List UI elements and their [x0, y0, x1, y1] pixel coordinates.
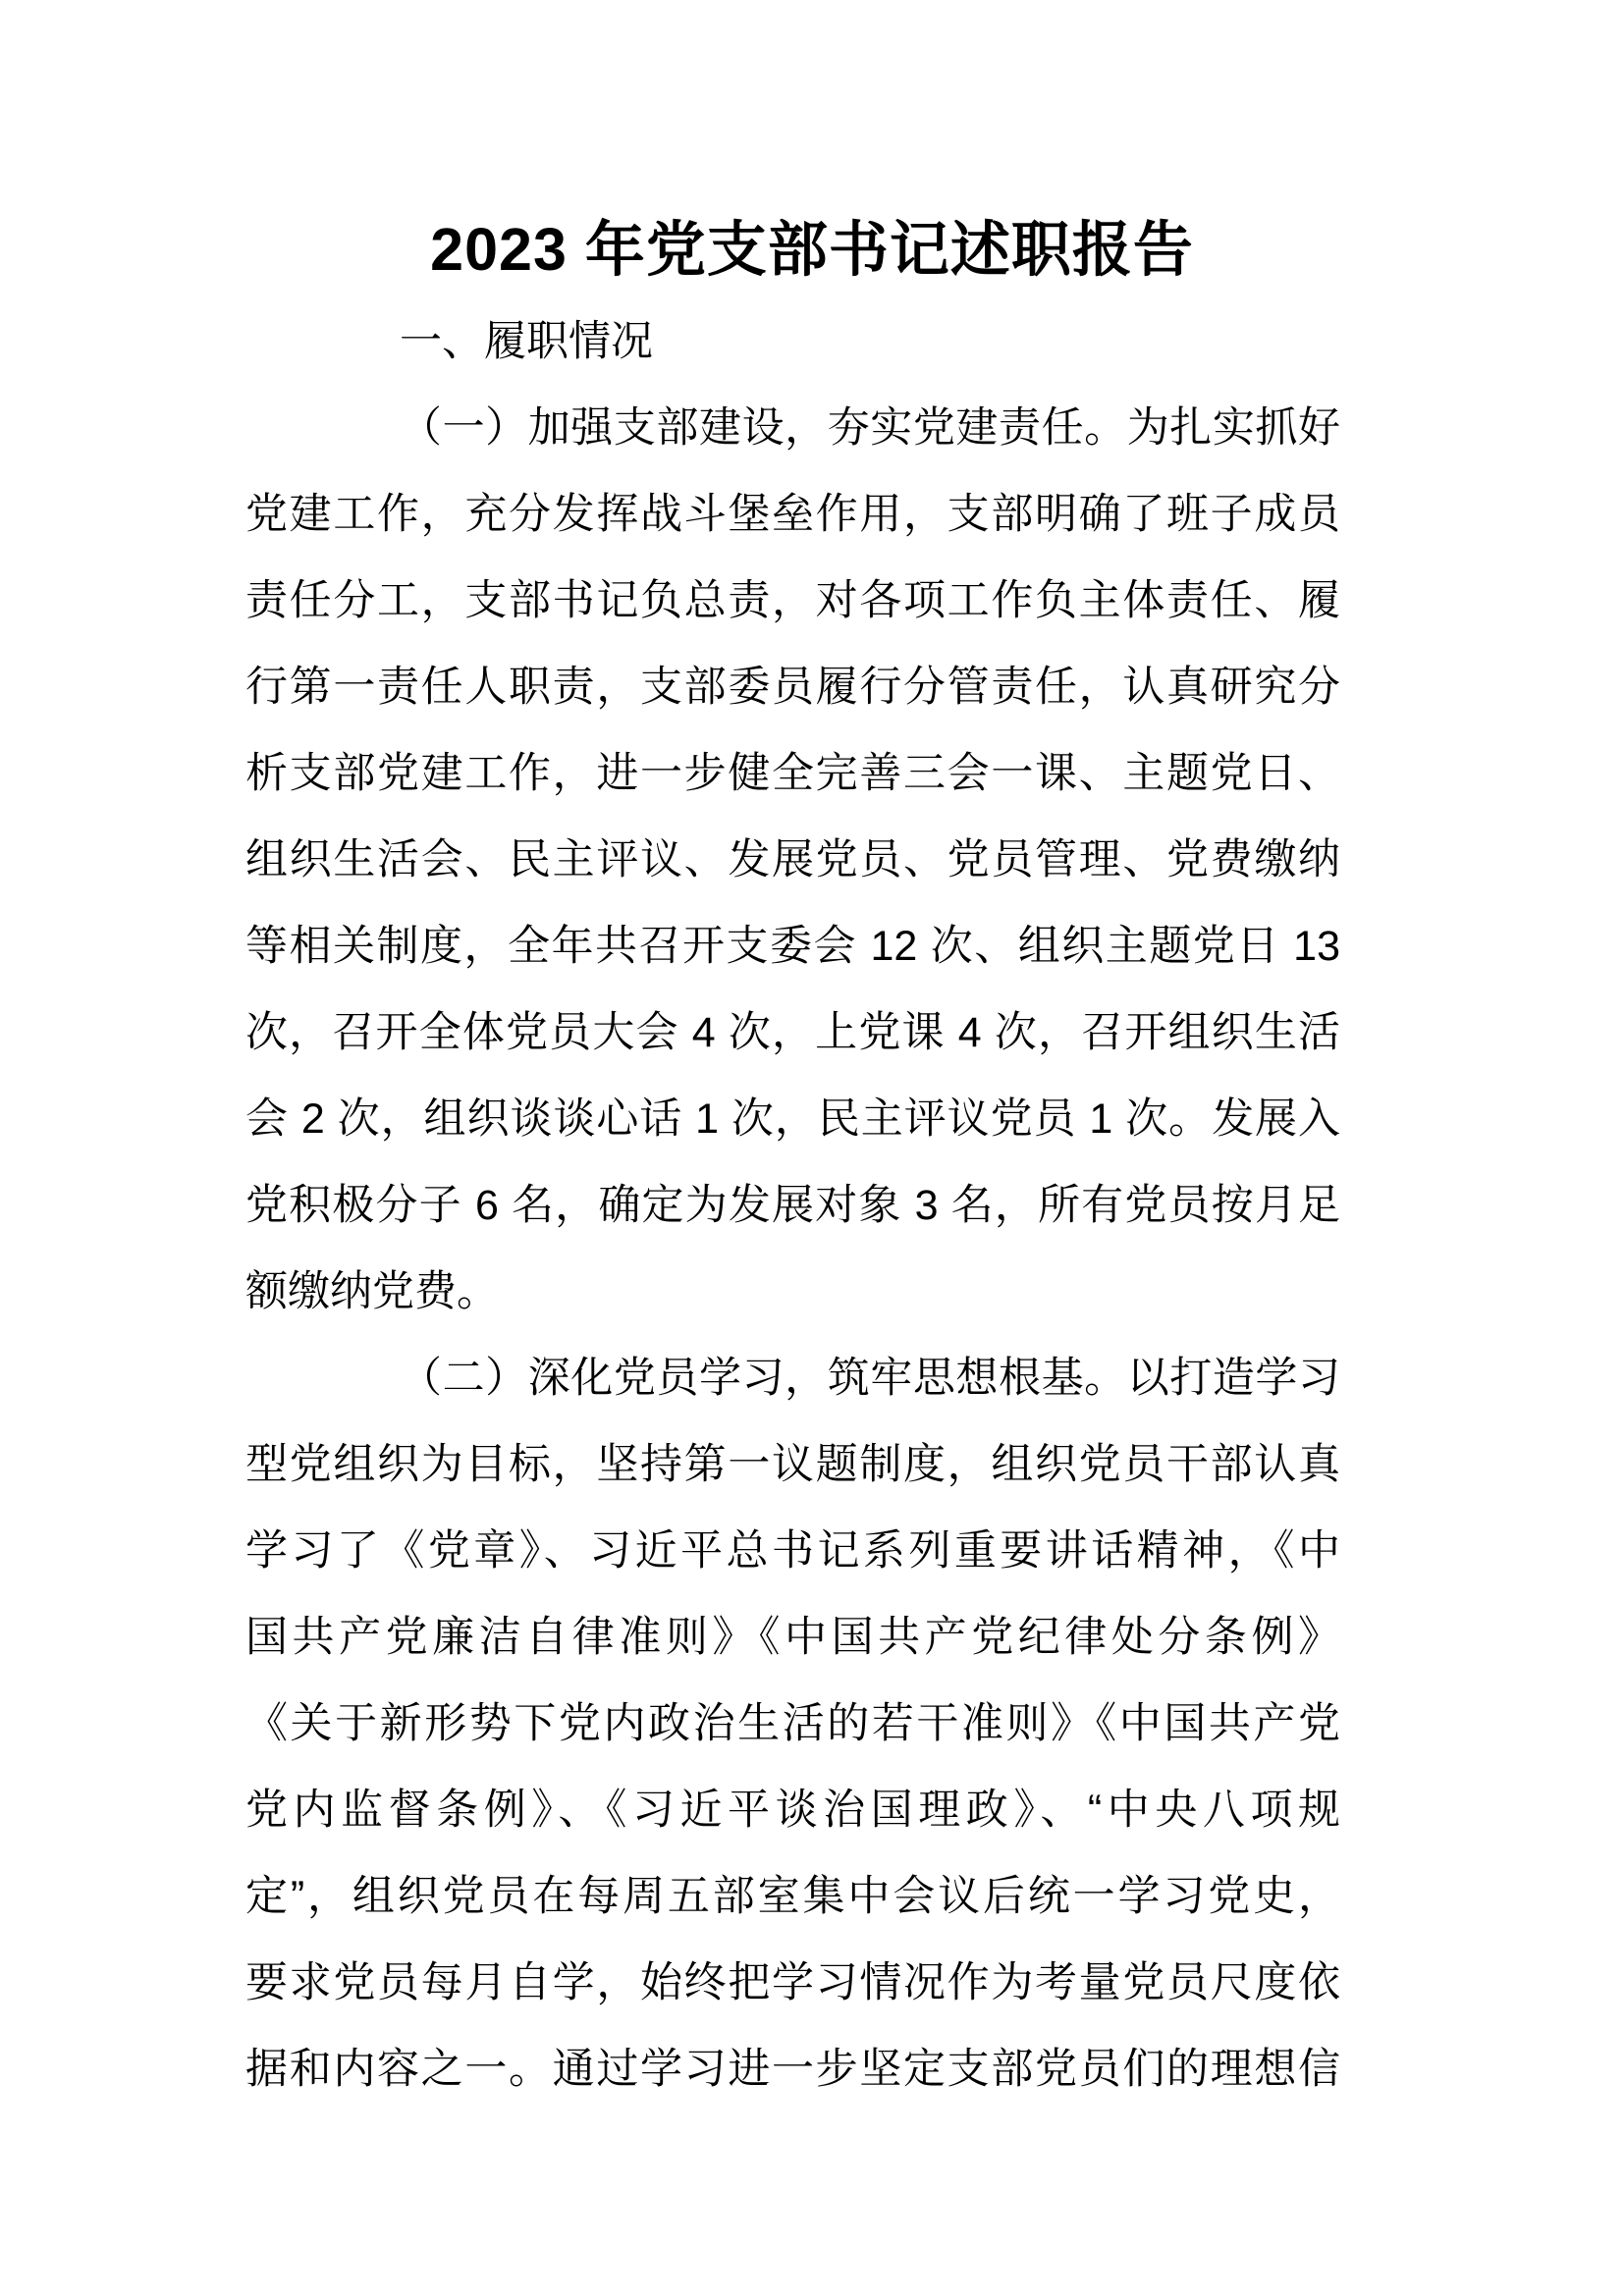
- body-line: 析支部党建工作，进一步健全完善三会一课、主题党日、: [245, 750, 1340, 797]
- body-line: 型党组织为目标，坚持第一议题制度，组织党员干部认真: [245, 1441, 1340, 1488]
- body-line: 据和内容之一。通过学习进一步坚定支部党员们的理想信: [245, 2046, 1340, 2093]
- body-line: 责任分工，支部书记负总责，对各项工作负主体责任、履: [245, 577, 1340, 624]
- paragraph-1: [245, 385, 1340, 1335]
- page-title: 2023 年党支部书记述职报告: [430, 216, 1194, 283]
- paragraph-2: [245, 1335, 1340, 2112]
- body-line: （一）加强支部建设，夯实党建责任。为扎实抓好: [400, 404, 1340, 452]
- body-line: 会 2 次，组织谈谈心话 1 次，民主评议党员 1 次。发展入: [245, 1095, 1340, 1143]
- body-line: 定”，组织党员在每周五部室集中会议后统一学习党史，: [245, 1873, 1340, 1920]
- body-line: 《关于新形势下党内政治生活的若干准则》《中国共产党: [245, 1700, 1340, 1747]
- body-line: 党建工作，充分发挥战斗堡垒作用，支部明确了班子成员: [245, 491, 1340, 538]
- body-line: 组织生活会、民主评议、发展党员、党员管理、党费缴纳: [245, 836, 1340, 883]
- body-line: 次，召开全体党员大会 4 次，上党课 4 次，召开组织生活: [245, 1009, 1340, 1056]
- body-line: 党内监督条例》、《习近平谈治国理政》、“中央八项规: [245, 1787, 1340, 1834]
- body-line: 要求党员每月自学，始终把学习情况作为考量党员尺度依: [245, 1959, 1340, 2006]
- document-body: [245, 385, 1340, 2112]
- body-line: （二）深化党员学习，筑牢思想根基。以打造学习: [400, 1355, 1340, 1402]
- body-line: 等相关制度，全年共召开支委会 12 次、组织主题党日 13: [245, 923, 1340, 970]
- body-line: 额缴纳党费。: [245, 1268, 499, 1315]
- body-line: 行第一责任人职责，支部委员履行分管责任，认真研究分: [245, 664, 1340, 711]
- section-heading: 一、履职情况: [400, 318, 653, 365]
- body-line: 学习了《党章》、习近平总书记系列重要讲话精神，《中: [245, 1527, 1340, 1575]
- body-line: 党积极分子 6 名，确定为发展对象 3 名，所有党员按月足: [245, 1182, 1340, 1229]
- body-line: 国共产党廉洁自律准则》《中国共产党纪律处分条例》: [245, 1614, 1340, 1661]
